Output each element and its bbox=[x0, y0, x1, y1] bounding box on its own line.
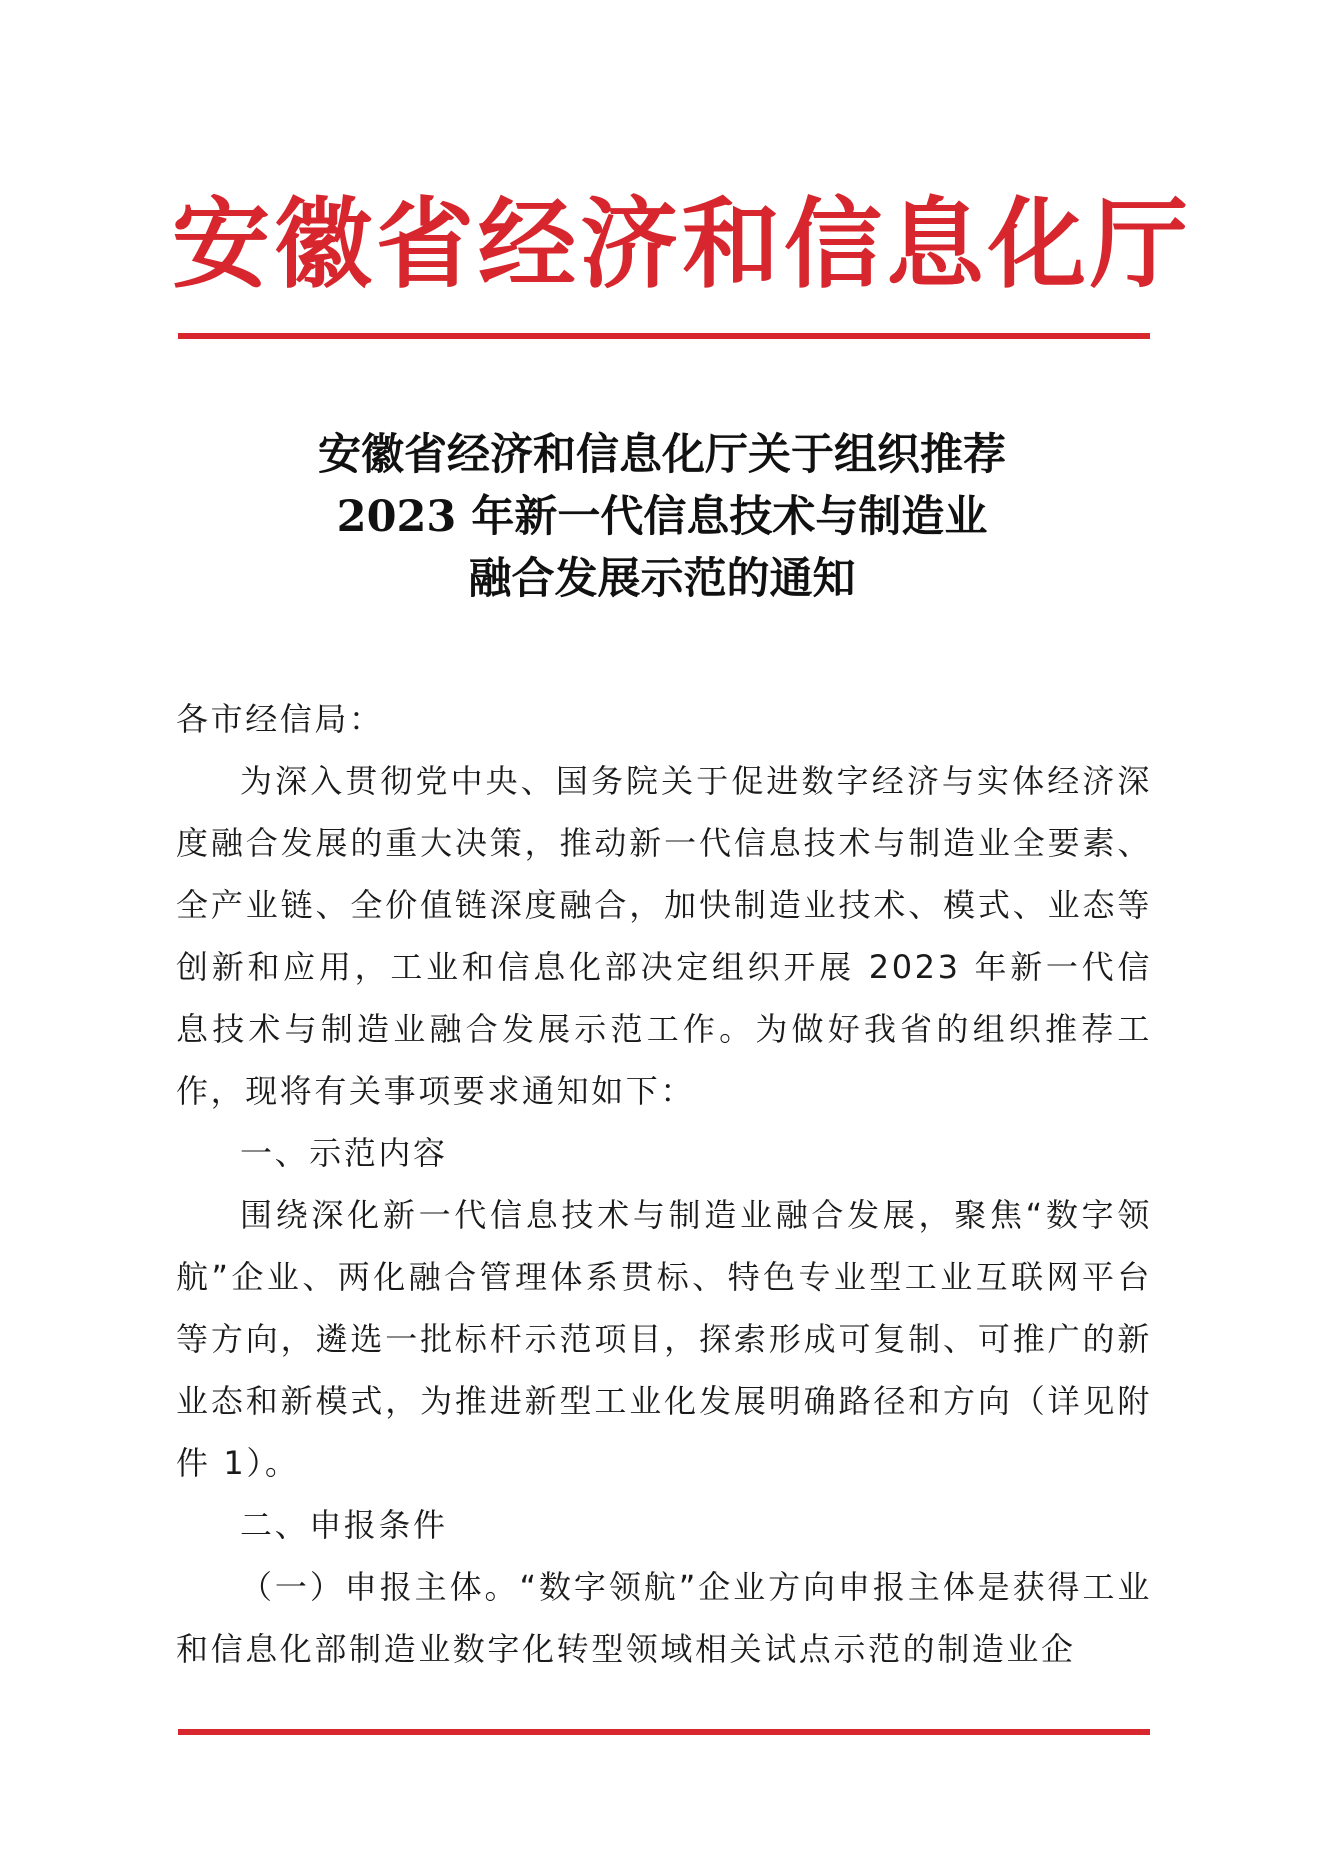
document-body bbox=[176, 688, 1152, 1680]
agency-masthead: 安徽省经济和信息化厅 bbox=[172, 187, 1193, 302]
title-line-3: 融合发展示范的通知 bbox=[468, 554, 856, 604]
masthead-red-rule bbox=[178, 333, 1150, 339]
title-line-1: 安徽省经济和信息化厅关于组织推荐 bbox=[318, 430, 1006, 480]
section-2-heading: 二、申报条件 bbox=[240, 1506, 448, 1544]
title-line-2: 2023 年新一代信息技术与制造业 bbox=[336, 492, 988, 542]
section-1-heading: 一、示范内容 bbox=[240, 1134, 448, 1172]
section-1-paragraph: 围绕深化新一代信息技术与制造业融合发展，聚焦“数字领航”企业、两化融合管理体系贯标、特色专业型工业互联网平台等方向，遴选一批标杆示范项目，探索形成可复制、可推广的新业态和新模式，为推进新型工业化发展明确路径和方向（详见附件 1）。 bbox=[176, 1196, 1152, 1482]
salutation: 各市经信局： bbox=[176, 700, 384, 738]
footer-red-rule bbox=[178, 1729, 1150, 1735]
intro-paragraph: 为深入贯彻党中央、国务院关于促进数字经济与实体经济深度融合发展的重大决策，推动新一代信息技术与制造业全要素、全产业链、全价值链深度融合，加快制造业技术、模式、业态等创新和应用，工业和信息化部决定组织开展 2023 年新一代信息技术与制造业融合发展示范工作。为做好我省的组织推荐工作，现将有关事项要求通知如下： bbox=[176, 762, 1152, 1110]
section-2-paragraph: （一）申报主体。“数字领航”企业方向申报主体是获得工业和信息化部制造业数字化转型领域相关试点示范的制造业企 bbox=[176, 1568, 1152, 1668]
document-title bbox=[172, 424, 1152, 610]
